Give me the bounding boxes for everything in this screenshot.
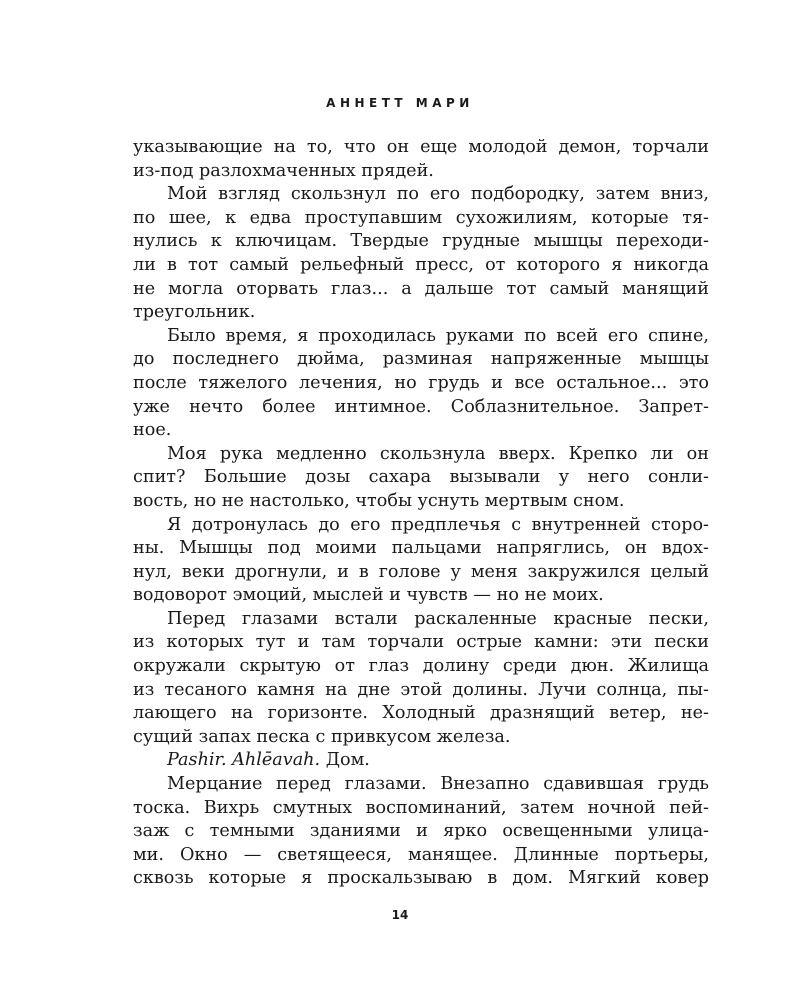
text-line: окружали скрытую от глаз долину среди дюн. Жилища bbox=[133, 656, 709, 677]
text-line: ны. Мышцы под моими пальцами напряглись, он вдох- bbox=[133, 538, 709, 559]
running-head-author: АННЕТТ МАРИ bbox=[326, 96, 474, 110]
italic-phrase: Pashir. Ahlēavah. bbox=[167, 750, 321, 771]
text-line: указывающие на то, что он еще молодой демон, торчали bbox=[133, 137, 709, 157]
text-line: по шее, к едва проступавшим сухожилиям, которые тя- bbox=[133, 207, 709, 228]
text-line: Моя рука медленно скользнула вверх. Крепко ли он bbox=[167, 443, 709, 464]
body-text bbox=[133, 136, 709, 891]
text-line: ное. bbox=[133, 420, 172, 441]
page-number: 14 bbox=[391, 908, 409, 922]
text-line: тоска. Вихрь смутных воспоминаний, затем ночной пей- bbox=[133, 797, 709, 818]
text-line: из тесаного камня на дне этой долины. Лучи солнца, пы- bbox=[133, 679, 709, 700]
text-line: Я дотронулась до его предплечья с внутренней сторо- bbox=[167, 514, 709, 535]
text-line: уже нечто более интимное. Соблазнительное. Запрет- bbox=[133, 396, 709, 417]
text-line: Мой взгляд скользнул по его подбородку, затем вниз, bbox=[167, 184, 709, 205]
text-fragment: Дом. bbox=[320, 750, 370, 771]
text-line: ми. Окно — светящееся, манящее. Длинные портьеры, bbox=[133, 844, 709, 865]
text-line-italic bbox=[133, 749, 709, 773]
text-line: Перед глазами встали раскаленные красные пески, bbox=[167, 608, 709, 629]
text-line: треугольник. bbox=[133, 302, 256, 323]
text-line: из-под разлохмаченных прядей. bbox=[133, 160, 434, 181]
text-line: не могла оторвать глаз... а дальше тот самый манящий bbox=[133, 278, 709, 299]
text-line: лающего на горизонте. Холодный дразнящий ветер, не- bbox=[133, 703, 709, 724]
text-line: Было время, я проходилась руками по всей его спине, bbox=[167, 325, 709, 346]
text-line: заж с темными зданиями и ярко освещенными улица- bbox=[133, 821, 709, 842]
text-line: нул, веки дрогнули, и в голове у меня закружился целый bbox=[133, 561, 709, 582]
text-line: спит? Большие дозы сахара вызывали у него сонли- bbox=[133, 467, 709, 488]
text-line: Мерцание перед глазами. Внезапно сдавившая грудь bbox=[167, 774, 709, 795]
text-line: водоворот эмоций, мыслей и чувств — но не моих. bbox=[133, 585, 604, 606]
text-line: после тяжелого лечения, но грудь и все остальное... это bbox=[133, 372, 709, 393]
text-line: вость, но не настолько, чтобы уснуть мертвым сном. bbox=[133, 490, 625, 511]
text-line: нулись к ключицам. Твердые грудные мышцы переходи- bbox=[133, 231, 709, 252]
text-line: до последнего дюйма, разминая напряженные мышцы bbox=[133, 349, 709, 370]
text-line: сущий запах песка с привкусом железа. bbox=[133, 726, 511, 747]
text-line: ли в тот самый рельефный пресс, от которого я никогда bbox=[133, 254, 709, 275]
text-line: из которых тут и там торчали острые камни: эти пески bbox=[133, 632, 709, 653]
text-line: сквозь которые я проскальзываю в дом. Мягкий ковер bbox=[133, 868, 709, 889]
